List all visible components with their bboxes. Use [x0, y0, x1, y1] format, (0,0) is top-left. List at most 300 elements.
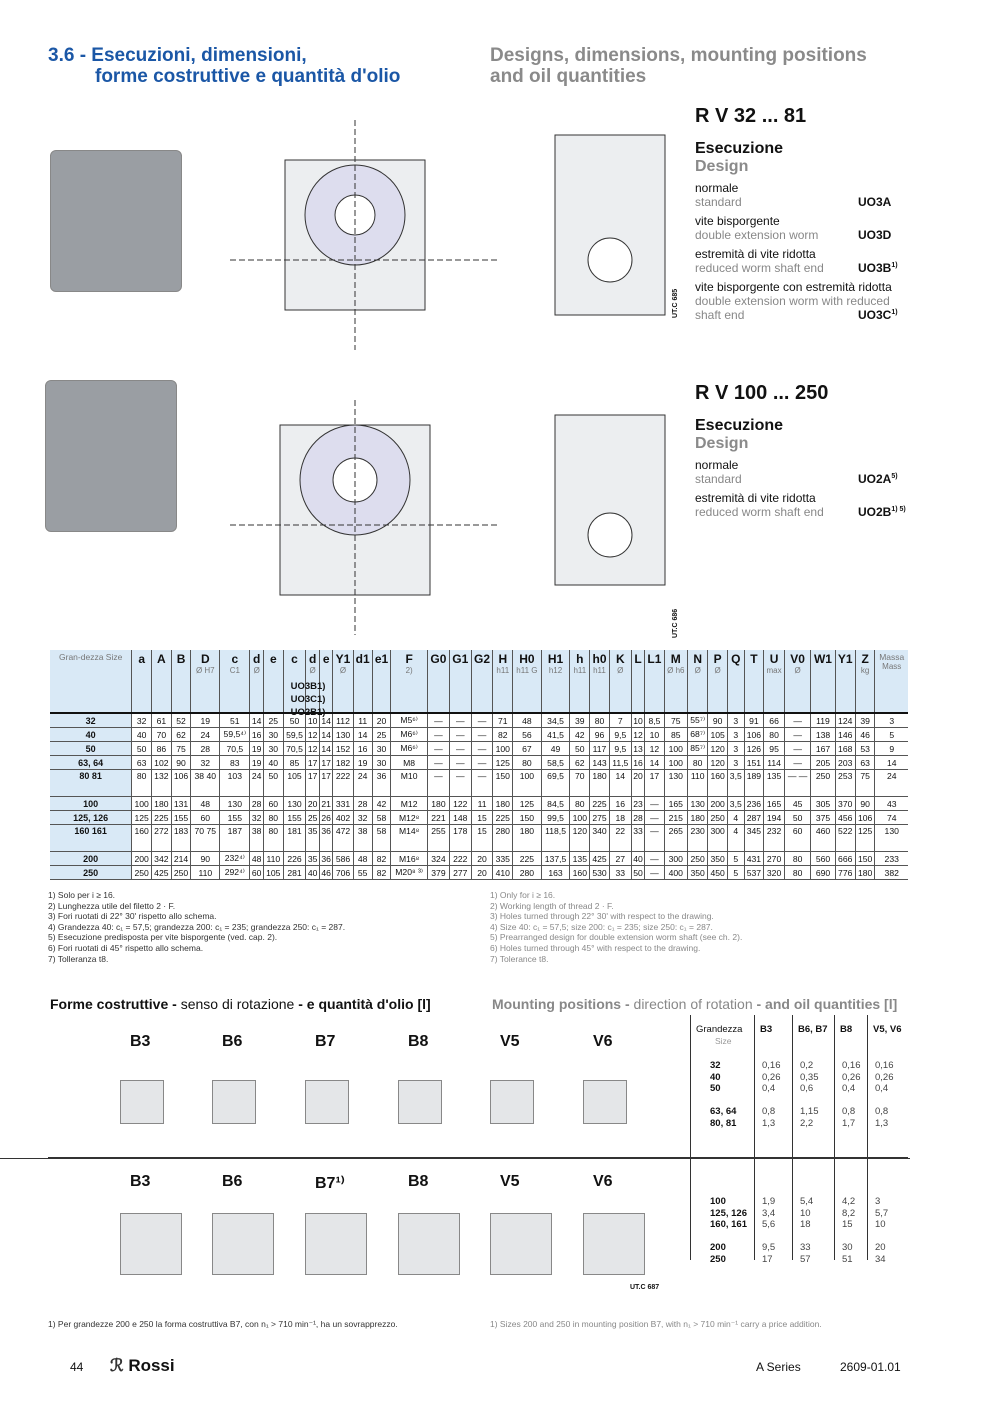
value-cell: 60 — [263, 797, 283, 811]
design-code — [858, 226, 891, 242]
value-cell: 152 — [333, 742, 353, 756]
design-options — [695, 181, 910, 322]
value-cell: 32 — [353, 811, 372, 825]
value-cell: 560 — [811, 852, 835, 866]
column-header-sub: Ø h6 — [667, 666, 685, 675]
oil-values: 0,2 0,35 0,6 1,15 2,2 — [800, 1060, 819, 1129]
value-cell: 39 — [855, 713, 875, 728]
value-cell: 300 — [708, 825, 728, 852]
mounting-position-icon — [305, 1080, 349, 1124]
value-cell: 85 — [283, 756, 306, 770]
value-cell: 12 — [307, 729, 318, 740]
value-cell: 58,5 — [541, 756, 570, 770]
mounting-position-icon — [398, 1080, 442, 1124]
value-cell: — — [428, 770, 450, 797]
value-cell: 69,5 — [541, 770, 570, 797]
size-cell: 40 — [50, 728, 132, 742]
value-cell: 80 — [132, 770, 152, 797]
column-header-sub: h11 — [593, 666, 606, 675]
oil-values: 0,16 0,26 0,4 0,8 1,3 — [762, 1060, 781, 1129]
value-cell: 62 — [171, 728, 191, 742]
value-cell: 331 — [333, 797, 353, 811]
option-it: estremità di vite ridotta — [695, 247, 816, 261]
value-cell: 28 — [633, 812, 643, 823]
oil-size-header-en: Size — [715, 1036, 732, 1046]
value-cell: 33 — [609, 866, 631, 880]
value-cell: 10 — [631, 713, 645, 728]
column-header-label: G2 — [474, 652, 491, 666]
size-cell: 200 — [50, 852, 132, 866]
design-code-text: UO3A — [858, 195, 892, 209]
footnotes-en — [490, 890, 742, 964]
value-cell: 66 — [764, 713, 785, 728]
column-header-label: H0 — [519, 652, 535, 666]
value-cell: 18 — [609, 811, 631, 825]
footnote: 6) Fori ruotati di 45° rispetto allo schema. — [48, 942, 204, 953]
column-header-label: K — [615, 652, 625, 666]
value-cell: 82 — [493, 728, 513, 742]
value-cell: 80 — [590, 713, 610, 728]
design-code — [858, 193, 891, 209]
value-cell: 130 — [283, 797, 306, 811]
value-cell: 80 — [513, 756, 541, 770]
column-header-label: F — [405, 652, 413, 666]
dimensions-table — [50, 650, 908, 880]
value-cell: 80 — [688, 756, 708, 770]
value-cell: 48 — [251, 853, 262, 864]
column-header — [645, 650, 664, 713]
heading-part: direction of rotation — [633, 996, 753, 1012]
value-cell: 167 — [811, 742, 835, 756]
value-cell: 42 — [570, 728, 590, 742]
value-cell: 103 — [220, 770, 250, 797]
footnote: 1) Only for i ≥ 16. — [490, 890, 556, 900]
column-header — [449, 650, 471, 713]
value-cell: 50 — [784, 811, 810, 825]
mounting-label: B3 — [130, 1173, 151, 1190]
value-cell: 35 — [307, 853, 318, 864]
oil-values: 0,16 0,26 0,4 0,8 1,7 — [842, 1060, 861, 1129]
heading-part: Forme costruttive - — [50, 996, 181, 1012]
value-cell: 232⁴⁾ — [220, 852, 250, 866]
mounting-label: B8 — [408, 1033, 429, 1050]
value-cell: 61 — [152, 713, 172, 728]
value-cell: 3 — [727, 756, 744, 770]
column-header — [50, 650, 132, 713]
value-cell: 42 — [372, 797, 390, 811]
value-cell: 350 — [708, 852, 728, 866]
value-cell: 155 — [283, 811, 306, 825]
value-cell: 272 — [152, 825, 172, 852]
mounting-position-icon — [583, 1080, 627, 1124]
divider — [690, 1015, 691, 1260]
page-number: 44 — [70, 1360, 84, 1374]
value-cell: 74 — [875, 811, 908, 825]
value-cell: — — [471, 728, 493, 742]
value-cell: 55 — [353, 866, 372, 880]
size-cell: 80 81 — [50, 770, 132, 797]
value-cell: 90 — [855, 797, 875, 811]
value-cell: — — [645, 852, 664, 866]
footnote: 5) Esecuzione predisposta per vite bisporgente (ved. cap. 2). — [48, 932, 278, 943]
value-cell: M8 — [391, 756, 428, 770]
heading-part: senso di rotazione — [180, 996, 295, 1012]
oil-values: 1,9 3,4 5,6 9,5 17 — [762, 1196, 776, 1265]
footnotes-it — [48, 890, 345, 964]
column-header-sub: h11 — [573, 666, 587, 675]
column-header-sub: h12 — [548, 666, 563, 675]
value-cell: 460 — [811, 825, 835, 852]
mounting-label: V5 — [500, 1033, 520, 1050]
drawing-code-1: UT.C 685 — [672, 288, 679, 318]
column-header — [811, 650, 835, 713]
value-cell: 38 — [353, 825, 372, 852]
value-cell: 151 — [744, 756, 764, 770]
size-cell: 32 — [50, 713, 132, 728]
design-option — [695, 458, 910, 486]
column-header-label: G0 — [430, 652, 447, 666]
footnote: 7) Tolerance t8. — [490, 953, 549, 964]
value-cell: 203 — [835, 756, 855, 770]
value-cell: 3,5 — [727, 770, 744, 797]
value-cell: 14 — [645, 756, 664, 770]
value-cell: 222 — [449, 852, 471, 866]
mounting-position-icon — [120, 1080, 164, 1124]
footnote: 2) Lunghezza utile del filetto 2 · F. — [48, 900, 176, 911]
value-cell: 70,5 — [220, 742, 250, 756]
column-header — [220, 650, 250, 713]
value-cell: 350 — [688, 866, 708, 880]
column-header-label: P — [713, 652, 722, 666]
value-cell: 180 — [152, 797, 172, 811]
value-cell: 281 — [283, 866, 306, 880]
size-cell: 63, 64 — [50, 756, 132, 770]
option-en: double extension worm with reduced shaft end — [695, 294, 890, 322]
value-cell: 19 — [353, 756, 372, 770]
value-cell: 16 — [633, 757, 643, 768]
footnote: 5) Prearranged design for double extension worm shaft (see ch. 2). — [490, 932, 743, 943]
value-cell: 160 — [708, 770, 728, 797]
size-cell: 125, 126 — [50, 811, 132, 825]
value-cell: 59,5 — [283, 728, 306, 742]
value-cell: 75 — [171, 742, 191, 756]
value-cell: 400 — [664, 866, 688, 880]
mounting-footnote-en: 1) Sizes 200 and 250 in mounting position B7, with n₁ > 710 min⁻¹ carry a price addition. — [490, 1319, 822, 1329]
value-cell: 63 — [855, 756, 875, 770]
value-cell: 410 — [493, 866, 513, 880]
column-header — [875, 650, 908, 713]
value-cell: 15 — [471, 825, 493, 852]
column-header-label: Z — [861, 652, 869, 666]
column-header-label: D — [200, 652, 210, 666]
value-cell: 3 — [727, 713, 744, 728]
gearbox-photo-1 — [50, 150, 182, 292]
column-header — [428, 650, 450, 713]
value-cell: — — [449, 770, 471, 797]
value-cell: 776 — [835, 866, 855, 880]
design-label: Design — [695, 158, 749, 175]
gearbox-photo-2 — [45, 380, 177, 532]
option-en: reduced worm shaft end — [695, 505, 824, 519]
value-cell: 80 — [263, 825, 283, 852]
value-cell: 80 — [570, 797, 590, 811]
value-cell: 84,5 — [541, 797, 570, 811]
value-cell: 16 — [353, 742, 372, 756]
column-header-sub: Ø — [253, 666, 260, 675]
value-cell: 50 — [132, 742, 152, 756]
esecuzione-label: Esecuzione — [695, 417, 784, 434]
option-it: normale — [695, 181, 739, 195]
value-cell: 180 — [428, 797, 450, 811]
mounting-label: V6 — [593, 1033, 613, 1050]
value-cell: — — [428, 742, 450, 756]
column-header-sub: Ø — [714, 666, 721, 675]
value-cell: 24 — [191, 728, 220, 742]
value-cell: 3,5 — [727, 797, 744, 811]
value-cell: 95 — [764, 742, 785, 756]
value-cell: 35 — [306, 825, 320, 852]
column-header-label: d — [253, 652, 261, 666]
footnote: 1) Solo per i ≥ 16. — [48, 890, 116, 900]
value-cell: 160 — [132, 825, 152, 852]
value-cell: 28 — [353, 797, 372, 811]
size-cell: 100 — [50, 797, 132, 811]
column-header-label: M — [670, 652, 681, 666]
column-header — [493, 650, 513, 713]
value-cell: 52 — [171, 713, 191, 728]
value-cell: 85 — [664, 728, 688, 742]
column-header-label: a — [138, 652, 146, 666]
value-cell: 5 — [727, 866, 744, 880]
value-cell: 36 — [372, 770, 390, 797]
value-cell: M12⁸ — [391, 811, 428, 825]
mounting-position-icon — [212, 1213, 274, 1275]
column-header — [631, 650, 645, 713]
column-header — [372, 650, 390, 713]
value-cell: 181 — [283, 825, 306, 852]
value-cell: 180 — [513, 825, 541, 852]
value-cell: 530 — [590, 866, 610, 880]
value-cell: 119 — [811, 713, 835, 728]
value-cell: 250 — [708, 811, 728, 825]
value-cell: 7 — [609, 713, 631, 728]
table-row — [50, 713, 908, 728]
value-cell: 130 — [875, 825, 908, 852]
mounting-label: B6 — [222, 1173, 243, 1190]
design-options — [695, 458, 910, 519]
value-cell: 13 — [633, 743, 643, 754]
value-cell: — — [428, 728, 450, 742]
value-cell: 80 — [263, 811, 283, 825]
value-cell: 28 — [251, 798, 262, 809]
value-cell: 4 — [727, 811, 744, 825]
value-cell: M10 — [391, 770, 428, 797]
footnote: 3) Fori ruotati di 22° 30' rispetto allo schema. — [48, 911, 217, 922]
value-cell: 46 — [855, 728, 875, 742]
value-cell: 168 — [835, 742, 855, 756]
column-header — [664, 650, 688, 713]
value-cell: 275 — [590, 811, 610, 825]
value-cell: 225 — [513, 852, 541, 866]
value-cell: 14 — [609, 770, 631, 797]
esecuzione-label: Esecuzione — [695, 140, 784, 157]
column-header — [764, 650, 785, 713]
column-header-label: c — [291, 652, 298, 666]
value-cell: 690 — [811, 866, 835, 880]
value-cell: — — [645, 811, 664, 825]
table-row — [50, 756, 908, 770]
value-cell: 100 — [570, 811, 590, 825]
value-cell: 131 — [171, 797, 191, 811]
value-cell: 30 — [263, 728, 283, 742]
value-cell: 226 — [283, 852, 306, 866]
value-cell: 253 — [835, 770, 855, 797]
model-title: R V 100 ... 250 — [695, 382, 829, 404]
model-title: R V 32 ... 81 — [695, 105, 807, 127]
value-cell: 138 — [811, 728, 835, 742]
value-cell: 11 — [353, 713, 372, 728]
value-cell: 120 — [570, 825, 590, 852]
column-header-label: Y1 — [837, 652, 853, 666]
value-cell: 3 — [875, 713, 908, 728]
value-cell: 60 — [251, 867, 262, 878]
value-cell: 5 — [727, 852, 744, 866]
value-cell: 130 — [664, 770, 688, 797]
column-header-sub: Ø H7 — [195, 666, 215, 675]
value-cell: 165 — [664, 797, 688, 811]
value-cell: 67 — [513, 742, 541, 756]
design-code-note: 1) — [891, 262, 898, 269]
value-cell: 180 — [493, 797, 513, 811]
value-cell: 33 — [631, 825, 645, 852]
column-header — [570, 650, 590, 713]
value-cell: 270 — [764, 852, 785, 866]
value-cell: 215 — [664, 811, 688, 825]
mounting-position-icon — [305, 1213, 367, 1275]
footnote: 7) Tolleranza t8. — [48, 953, 109, 964]
column-header — [333, 650, 353, 713]
value-cell: 214 — [171, 852, 191, 866]
value-cell: 135 — [570, 852, 590, 866]
size-cell: 160 161 — [50, 825, 132, 852]
value-cell: 370 — [835, 797, 855, 811]
value-cell: 24 — [353, 770, 372, 797]
value-cell: 23 — [633, 798, 643, 809]
mounting-position-icon — [212, 1080, 256, 1124]
value-cell: 100 — [664, 742, 688, 756]
value-cell: 32 — [132, 713, 152, 728]
column-header — [353, 650, 372, 713]
value-cell: 75 — [855, 770, 875, 797]
value-cell: 14 — [353, 728, 372, 742]
value-cell: 26 — [321, 812, 331, 823]
value-cell: 91 — [744, 713, 764, 728]
value-cell: 180 — [688, 811, 708, 825]
value-cell: 14 — [321, 729, 331, 740]
oil-values: 4,2 8,2 15 30 51 — [842, 1196, 856, 1265]
column-header — [688, 650, 708, 713]
value-cell: 58 — [372, 811, 390, 825]
title-it-line-2: forme costruttive e quantità d'olio — [95, 66, 401, 87]
value-cell: 25 — [372, 728, 390, 742]
divider — [0, 1158, 910, 1159]
value-cell: 83 — [220, 756, 250, 770]
value-cell: 15 — [471, 811, 493, 825]
value-cell: 82 — [372, 866, 390, 880]
value-cell: M16⁸ — [391, 852, 428, 866]
option-en: standard — [695, 195, 742, 209]
value-cell: 143 — [590, 756, 610, 770]
value-cell: 706 — [333, 866, 353, 880]
value-cell: 24 — [250, 770, 264, 797]
column-header-label: A — [157, 652, 166, 666]
divider — [867, 1015, 868, 1260]
column-header-label: Massa — [879, 652, 905, 662]
value-cell: 375 — [811, 811, 835, 825]
design-code-text: UO2A — [858, 472, 892, 486]
column-header-label: G1 — [452, 652, 469, 666]
value-cell: 189 — [744, 770, 764, 797]
value-cell: 96 — [590, 728, 610, 742]
divider — [792, 1015, 793, 1260]
table-row — [50, 770, 908, 797]
design-option — [695, 247, 910, 275]
value-cell: 450 — [708, 866, 728, 880]
value-cell: 110 — [688, 770, 708, 797]
value-cell: 148 — [449, 811, 471, 825]
column-header — [471, 650, 493, 713]
design-option — [695, 491, 910, 519]
value-cell: 28 — [191, 742, 220, 756]
design-option — [695, 181, 910, 209]
value-cell: 90 — [171, 756, 191, 770]
value-cell: 85⁷⁾ — [688, 742, 708, 756]
value-cell: 80 — [764, 728, 785, 742]
value-cell: 180 — [590, 770, 610, 797]
brand-name: Rossi — [128, 1356, 175, 1375]
value-cell: 17 — [307, 757, 318, 768]
value-cell: — — [645, 797, 664, 811]
dimension-drawing-side-1 — [540, 115, 685, 345]
mounting-position-icon — [490, 1213, 552, 1275]
column-header-label: H — [498, 652, 508, 666]
value-cell: M14⁸ — [391, 825, 428, 852]
value-cell: 221 — [428, 811, 450, 825]
column-header — [609, 650, 631, 713]
value-cell: 53 — [855, 742, 875, 756]
value-cell: 38 — [250, 825, 264, 852]
table-row — [50, 825, 908, 852]
value-cell: 230 — [688, 825, 708, 852]
design-code — [858, 259, 898, 275]
value-cell: — — [645, 825, 664, 852]
value-cell: 150 — [513, 811, 541, 825]
divider — [754, 1015, 755, 1260]
value-cell: 40 — [307, 867, 318, 878]
design-code-text: UO3B — [858, 261, 892, 275]
title-en — [490, 45, 867, 87]
value-cell: 132 — [152, 770, 172, 797]
design-option — [695, 214, 910, 242]
value-cell: — — — [784, 770, 810, 797]
value-cell: 112 — [333, 713, 353, 728]
value-cell: M5⁶⁾ — [391, 713, 428, 728]
mounting-position-icon — [490, 1080, 534, 1124]
value-cell: 300 — [664, 852, 688, 866]
oil-sizes: 32 40 50 63, 64 80, 81 — [710, 1060, 737, 1129]
column-header — [250, 650, 264, 713]
value-cell: 48 — [513, 713, 541, 728]
